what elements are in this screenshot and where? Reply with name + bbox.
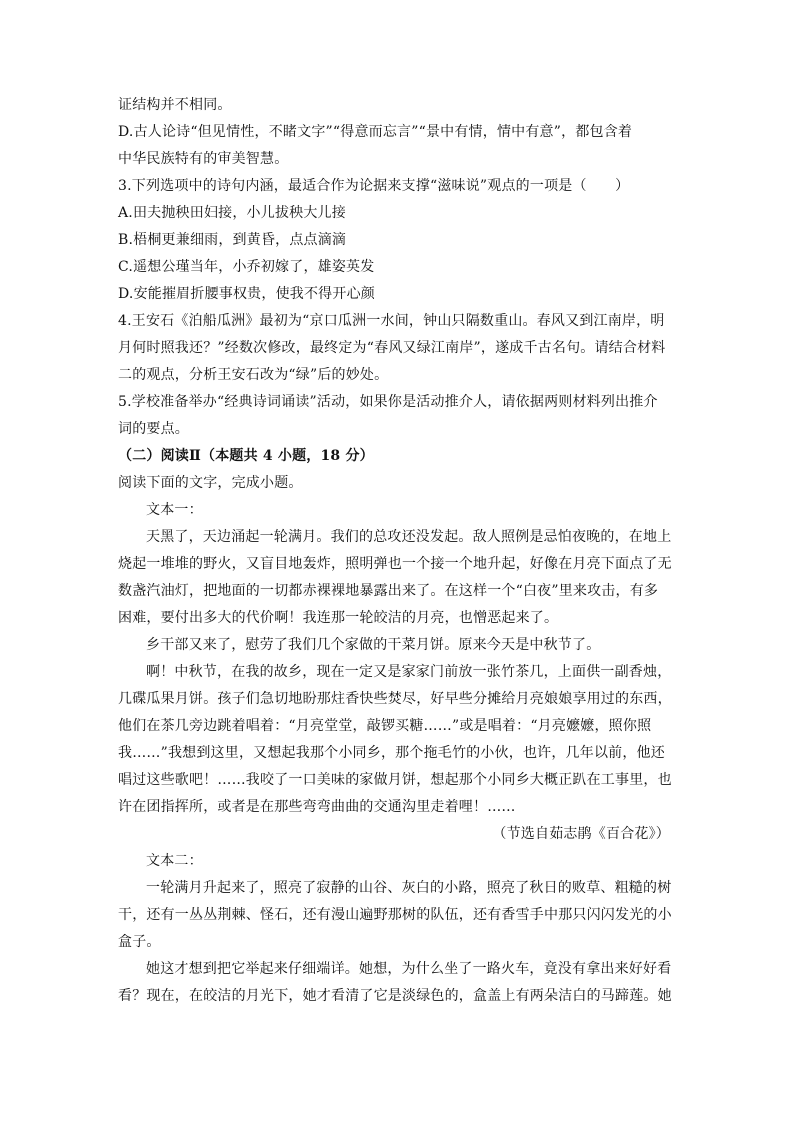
text-line: 许在团指挥所，或者是在那些弯弯曲曲的交通沟里走着哩！…… (118, 799, 516, 815)
text-line: 阅读下面的文字，完成小题。 (118, 475, 303, 491)
text-line: 4.王安石《泊船瓜洲》最初为“京口瓜洲一水间，钟山只隔数重山。春风又到江南岸，明 (118, 313, 665, 329)
text-line: 他们在茶几旁边跳着唱着：“月亮堂堂，敲锣买糖……”或是唱着：“月亮嬷嬷，照你照 (118, 718, 652, 734)
text-line: （二）阅读Ⅱ（本题共 4 小题，18 分） (118, 448, 374, 464)
text-line: 月何时照我还？”经数次修改，最终定为“春风又绿江南岸”，遂成千古名句。请结合材料 (118, 340, 666, 356)
text-line: 我……”我想到这里，又想起我那个小同乡，那个拖毛竹的小伙，也许，几年以前，他还 (118, 745, 665, 761)
text-line: D.安能摧眉折腰事权贵，使我不得开心颜 (118, 286, 375, 302)
document-page (118, 92, 670, 1010)
text-line: 文本二： (146, 853, 203, 869)
text-line: B.梧桐更兼细雨，到黄昏，点点滴滴 (118, 232, 347, 248)
text-line: A.田夫抛秧田妇接，小儿拔秧大儿接 (118, 205, 346, 221)
text-line: 烧起一堆堆的野火，又盲目地轰炸，照明弹也一个接一个地升起，好像在月亮下面点了无 (118, 556, 672, 572)
text-line: 几碟瓜果月饼。孩子们急切地盼那炷香快些焚尽，好早些分摊给月亮娘娘享用过的东西， (118, 691, 672, 707)
text-line: 干，还有一丛丛荆棘、怪石，还有漫山遍野那树的队伍，还有香雪手中那只闪闪发光的小 (118, 907, 672, 923)
text-line: 5.学校准备举办“经典诗词诵读”活动，如果你是活动推介人，请依据两则材料列出推介 (118, 394, 658, 410)
text-line: （节选自茹志鹃《百合花》） (492, 826, 670, 842)
text-line: 3.下列选项中的诗句内涵，最适合作为论据来支撑“滋味说”观点的一项是（ ） (118, 178, 630, 194)
text-line: 啊！中秋节，在我的故乡，现在一定又是家家门前放一张竹茶几，上面供一副香烛， (146, 664, 672, 680)
text-line: 二的观点，分析王安石改为“绿”后的妙处。 (118, 367, 389, 383)
text-line: 唱过这些歌吧！……我咬了一口美味的家做月饼，想起那个小同乡大概正趴在工事里，也 (118, 772, 672, 788)
text-line: C.遥想公瑾当年，小乔初嫁了，雄姿英发 (118, 259, 375, 275)
text-line: 天黑了，天边涌起一轮满月。我们的总攻还没发起。敌人照例是忌怕夜晚的，在地上 (146, 529, 672, 545)
text-line: 一轮满月升起来了，照亮了寂静的山谷、灰白的小路，照亮了秋日的败草、粗糙的树 (146, 880, 672, 896)
text-line: 她这才想到把它举起来仔细端详。她想，为什么坐了一路火车，竟没有拿出来好好看 (146, 961, 672, 977)
text-line: D.古人论诗“但见情性，不睹文字”“得意而忘言”“景中有情，情中有意”，都包含着 (118, 124, 633, 140)
text-line: 证结构并不相同。 (118, 97, 232, 113)
text-line: 数盏汽油灯，把地面的一切都赤裸裸地暴露出来了。在这样一个“白夜”里来攻击，有多 (118, 583, 659, 599)
text-line: 词的要点。 (118, 421, 189, 437)
text-line: 文本一： (146, 502, 203, 518)
text-line: 看？现在，在皎洁的月光下，她才看清了它是淡绿色的，盒盖上有两朵洁白的马蹄莲。她 (118, 988, 672, 1004)
text-line: 盒子。 (118, 934, 161, 950)
text-line: 中华民族特有的审美智慧。 (118, 151, 289, 167)
text-line: 乡干部又来了，慰劳了我们几个家做的干菜月饼。原来今天是中秋节了。 (146, 637, 601, 653)
text-line: 困难，要付出多大的代价啊！我连那一轮皎洁的月亮，也憎恶起来了。 (118, 610, 559, 626)
